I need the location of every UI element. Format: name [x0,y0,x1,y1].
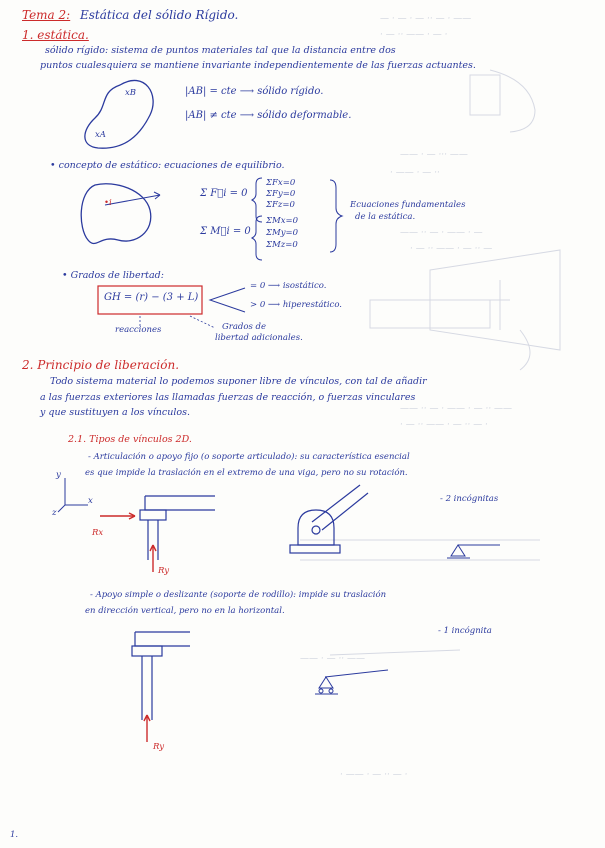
reactions-label: reacciones [115,325,162,335]
dof-label: libertad adicionales. [215,333,303,343]
definition-text: puntos cualesquiera se mantiene invariante independientemente de las fuerzas actuantes. [40,60,476,71]
dof-formula: GH = (r) − (3 + L) [104,292,199,303]
bleed-through-text: —— ·· — · —— · — ·· —— [400,404,513,414]
unknowns-label: - 2 incógnitas [440,494,499,504]
bleed-through-lines [300,540,540,560]
bleed-through-line [330,650,460,655]
rx-label: Rx [92,528,104,538]
pin-beam-sketch [140,496,215,560]
moment-eq: ΣMx=0 [266,216,299,226]
bleed-through-text: —— ·· — · —— · — [400,228,483,238]
bleed-through-text: · — ·· —— · — · [380,30,448,40]
sub-heading: 2.1. Tipos de vínculos 2D. [68,434,192,445]
roller-beam-sketch [132,632,190,720]
fundamental-label: Ecuaciones fundamentales [350,200,466,210]
force-eq: ΣFx=0 [266,178,296,188]
brace [252,216,262,260]
bleed-through-curve [520,330,530,370]
bleed-through-text: · — ·· —— · — ·· — [410,244,493,254]
big-brace [330,180,342,252]
bleed-through-text: · — ·· —— · — ·· — · [400,420,488,430]
point-label: xA [95,130,106,140]
dof-heading: • Grados de libertad: [62,270,164,281]
leader-line [190,316,215,328]
page-number: 1. [10,830,19,840]
rigid-equation: |AB| = cte ⟶ sólido rígido. [185,86,324,97]
moment-eq: ΣMz=0 [266,240,298,250]
bleed-through-curve [490,70,535,132]
axis-label: x [88,496,93,506]
paragraph-text: y que sustituyen a los vínculos. [40,407,190,418]
axis-label: z [52,508,57,518]
paragraph-text: Todo sistema material lo podemos suponer libre de vínculos, con tal de añadir [50,376,427,387]
tema-label: Tema 2: [22,8,71,22]
point-label: •i [104,198,112,208]
body-sketch [81,184,151,244]
force-eq: ΣFz=0 [266,200,295,210]
ry-label: Ry [158,566,170,576]
page-title: Estática del sólido Rígido. [80,8,239,22]
section-heading: 2. Principio de liberación. [22,358,180,372]
section-heading: 1. estática. [22,28,89,42]
brace [252,178,262,222]
roller-text: en dirección vertical, pero no en la horizontal. [85,606,285,616]
axis-label: y [56,470,61,480]
pin-symbol [447,545,500,558]
force-arrow [105,195,160,205]
sum-force-eq: Σ F⃗i = 0 [200,188,248,199]
force-eq: ΣFy=0 [266,189,296,199]
isostatic-label: = 0 ⟶ isostático. [250,281,327,291]
bleed-through-text: —— · — ··· —— [400,150,468,160]
sum-moment-eq: Σ M⃗i = 0 [200,226,251,237]
unknowns-label: - 1 incógnita [438,626,492,636]
bleed-through-text: · —— · — ·· [390,168,440,178]
ry-label: Ry [153,742,165,752]
dof-arrows [210,288,245,312]
definition-text: sólido rígido: sistema de puntos materiales tal que la distancia entre dos [45,45,396,56]
bleed-through-cross [490,280,510,330]
pin-joint-sketch [290,485,368,553]
pin-text: es que impide la traslación en el extremo de una viga, pero no su rotación. [85,468,408,478]
hyperstatic-label: > 0 ⟶ hiperestático. [250,300,342,310]
statics-concept: • concepto de estático: ecuaciones de equilibrio. [50,160,285,171]
roller-text: - Apoyo simple o deslizante (soporte de rodillo): impide su traslación [90,590,387,600]
bleed-through-box [470,75,500,115]
moment-eq: ΣMy=0 [266,228,299,238]
point-label: xB [125,88,137,98]
paragraph-text: a las fuerzas exteriores las llamadas fuerzas de reacción, o fuerzas vinculares [40,392,416,403]
fundamental-label: de la estática. [355,212,416,222]
deformable-equation: |AB| ≠ cte ⟶ sólido deformable. [185,110,352,121]
pin-text: - Articulación o apoyo fijo (o soporte articulado): su característica esencial [88,452,410,462]
dof-label: Grados de [222,322,267,332]
axes-sketch [58,478,88,512]
bleed-through-text: —— · — ·· —— [300,654,366,664]
bleed-through-text: · —— · — ·· — · [340,770,408,780]
roller-symbol [315,670,388,694]
bleed-through-text: — · — · — ·· — · —— [380,14,472,24]
